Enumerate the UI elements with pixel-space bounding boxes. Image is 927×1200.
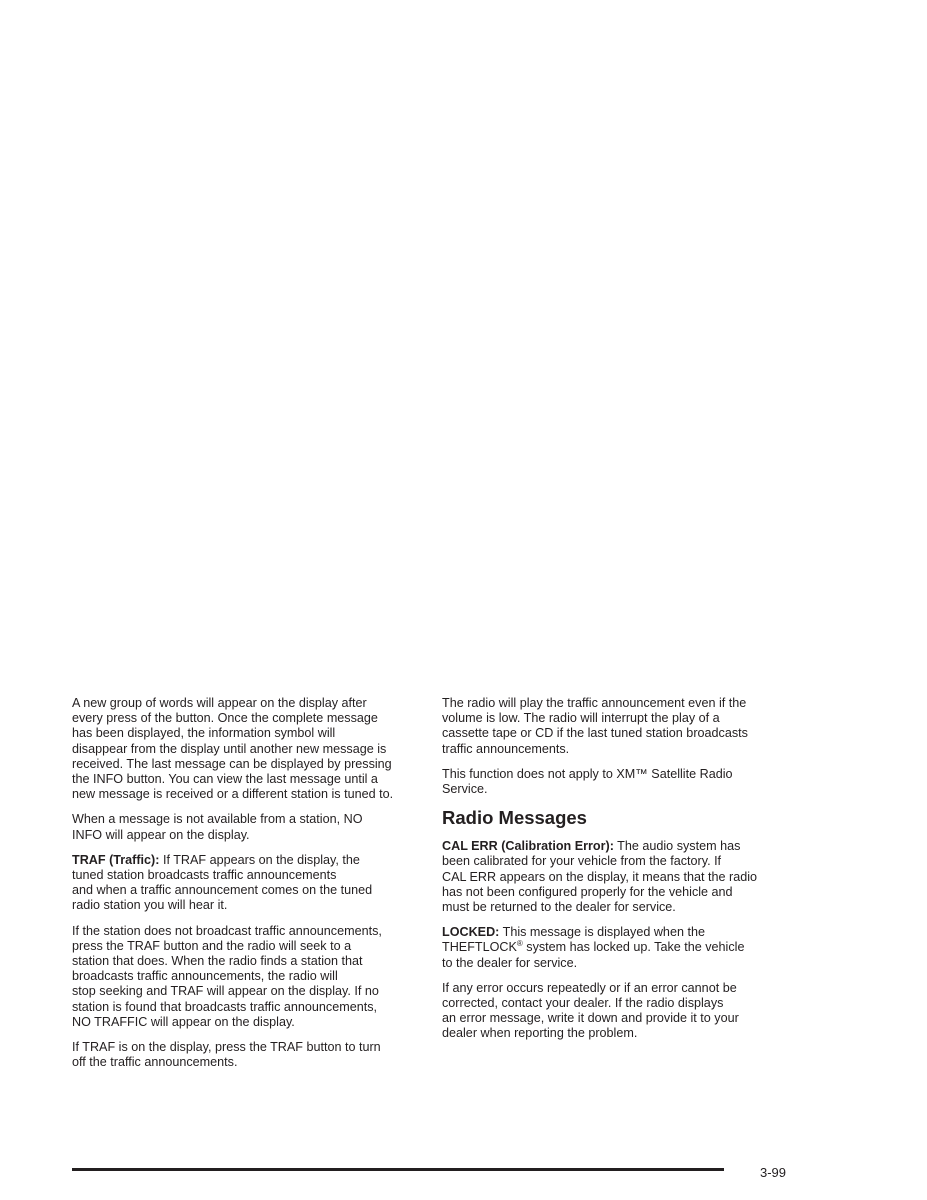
right-column [442, 696, 794, 1052]
paragraph-traffic-volume: The radio will play the traffic announcement even if the volume is low. The radio will interrupt the play of a cassette tape or CD if the last tuned station broadcasts traffic announcements. [442, 696, 748, 756]
paragraph-xm-note: This function does not apply to XM™ Satellite Radio Service. [442, 766, 733, 797]
paragraph-traf-seek: If the station does not broadcast traffic announcements, press the TRAF button and the radio will seek to a station that does. When the radio finds a station that broadcasts traffic announcements, the radio will stop seeking and TRAF will appear on the display. If no station is found that broadcasts traffic announcements, NO TRAFFIC will appear on the display. [72, 923, 382, 1029]
registered-mark: ® [516, 939, 523, 949]
traf-label: TRAF (Traffic): [72, 852, 160, 867]
paragraph-error-contact: If any error occurs repeatedly or if an error cannot be corrected, contact your dealer. If the radio displays an error message, write it down and provide it to your dealer when reporting the problem. [442, 980, 739, 1041]
paragraph-traf-off: If TRAF is on the display, press the TRAF button to turn off the traffic announcements. [72, 1040, 381, 1070]
footer-rule [72, 1168, 724, 1171]
cal-err-label: CAL ERR (Calibration Error): [442, 839, 614, 854]
section-heading-radio-messages: Radio Messages [442, 807, 587, 829]
cal-err-text: The audio system has been calibrated for your vehicle from the factory. If CAL ERR appears on the display, it means that the radio has not been configured properly for the vehicle and must be returned to the dealer for service. [442, 839, 758, 915]
paragraph-locked [442, 925, 794, 971]
left-column [72, 696, 422, 1080]
paragraph-no-info: When a message is not available from a station, NO INFO will appear on the display. [72, 812, 363, 842]
paragraph-info-words: A new group of words will appear on the display after every press of the button. Once the complete message has been displayed, the information symbol will disappear from the display until another new message is received. The last message can be displayed by pressing the INFO button. You can view the last message until a new message is received or a different station is tuned to. [72, 696, 394, 802]
traf-text: If TRAF appears on the display, the tuned station broadcasts traffic announcements and when a traffic announcement comes on the tuned radio station you will hear it. [72, 852, 373, 913]
locked-text-a: This message is displayed when the THEFTLOCK [442, 925, 705, 955]
locked-label: LOCKED: [442, 925, 500, 940]
paragraph-cal-err [442, 839, 794, 915]
page-number: 3-99 [760, 1165, 787, 1180]
paragraph-traf [72, 853, 422, 914]
locked-text-b: system has locked up. Take the vehicle to the dealer for service. [442, 940, 745, 970]
